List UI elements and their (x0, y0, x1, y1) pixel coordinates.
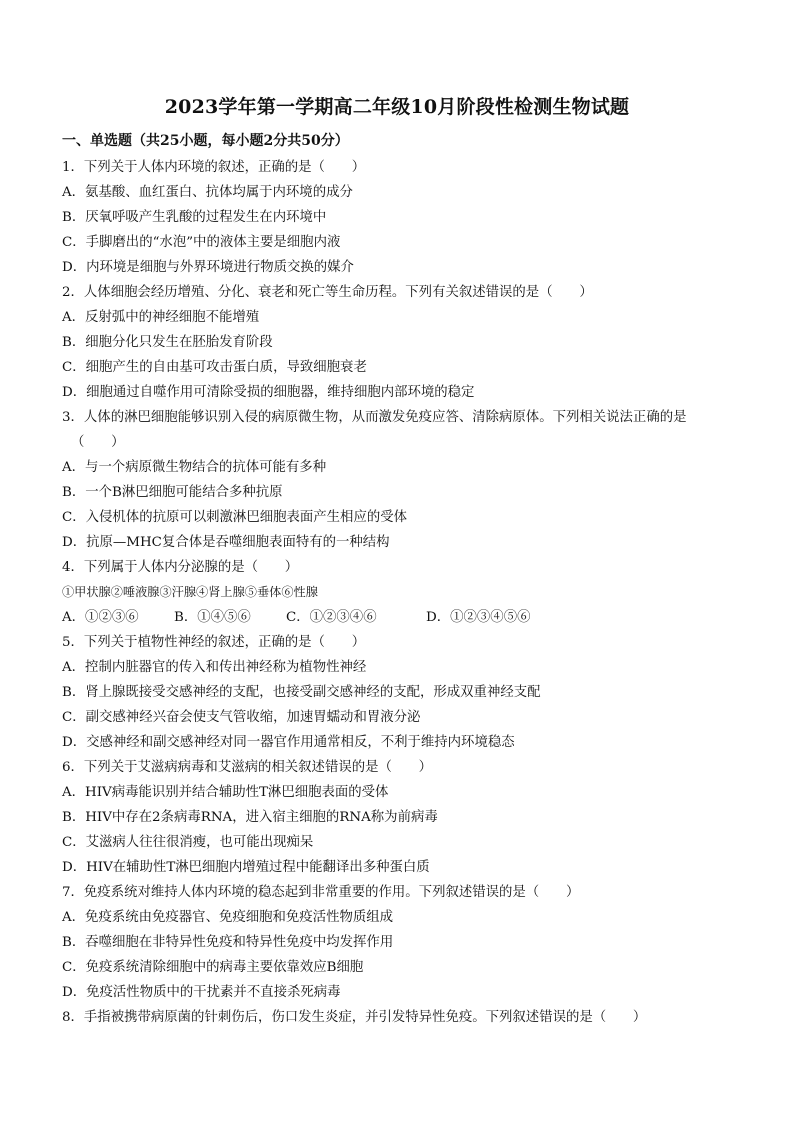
question-6-option-d: D．HIV在辅助性T淋巴细胞内增殖过程中能翻译出多种蛋白质 (62, 859, 430, 875)
question-7-option-c: C．免疫系统清除细胞中的病毒主要依靠效应B细胞 (62, 959, 364, 975)
question-1-option-d: D．内环境是细胞与外界环境进行物质交换的媒介 (62, 259, 354, 275)
question-1-stem: 1．下列关于人体内环境的叙述，正确的是（ ） (62, 159, 366, 175)
question-6-stem: 6．下列关于艾滋病病毒和艾滋病的相关叙述错误的是（ ） (62, 759, 433, 775)
question-6-option-b: B．HIV中存在2条病毒RNA，进入宿主细胞的RNA称为前病毒 (62, 809, 438, 825)
question-3-option-a: A．与一个病原微生物结合的抗体可能有多种 (62, 459, 327, 475)
question-4-option-a: A．①②③⑥ (62, 609, 139, 625)
question-4-option-d: D．①②③④⑤⑥ (426, 609, 531, 625)
question-4-option-b: B．①④⑤⑥ (174, 609, 251, 625)
question-7-option-b: B．吞噬细胞在非特异性免疫和特异性免疫中均发挥作用 (62, 934, 394, 950)
question-list (62, 155, 742, 1030)
question-3-option-b: B．一个B淋巴细胞可能结合多种抗原 (62, 484, 283, 500)
question-3-option-c: C．入侵机体的抗原可以刺激淋巴细胞表面产生相应的受体 (62, 509, 408, 525)
question-3-stem: 3．人体的淋巴细胞能够识别入侵的病原微生物，从而激发免疫应答、清除病原体。下列相关说法正确的是 (62, 409, 687, 425)
question-1-option-c: C．手脚磨出的“水泡”中的液体主要是细胞内液 (62, 234, 341, 250)
question-5-option-b: B．肾上腺既接受交感神经的支配，也接受副交感神经的支配，形成双重神经支配 (62, 684, 541, 700)
question-8-stem: 8．手指被携带病原菌的针刺伤后，伤口发生炎症，并引发特异性免疫。下列叙述错误的是（ ） (62, 1009, 647, 1025)
question-6-option-c: C．艾滋病人往往很消瘦，也可能出现痴呆 (62, 834, 314, 850)
question-6-option-a: A．HIV病毒能识别并结合辅助性T淋巴细胞表面的受体 (62, 784, 389, 800)
question-5-option-a: A．控制内脏器官的传入和传出神经称为植物性神经 (62, 659, 367, 675)
question-7-option-d: D．免疫活性物质中的干扰素并不直接杀死病毒 (62, 984, 341, 1000)
question-7-option-a: A．免疫系统由免疫器官、免疫细胞和免疫活性物质组成 (62, 909, 394, 925)
question-5-option-d: D．交感神经和副交感神经对同一器官作用通常相反，不利于维持内环境稳态 (62, 734, 515, 750)
question-2-stem: 2．人体细胞会经历增殖、分化、衰老和死亡等生命历程。下列有关叙述错误的是（ ） (62, 284, 593, 300)
question-4-option-c: C．①②③④⑥ (286, 609, 377, 625)
question-2-option-a: A．反射弧中的神经细胞不能增殖 (62, 309, 260, 325)
question-5-stem: 5．下列关于植物性神经的叙述，正确的是（ ） (62, 634, 366, 650)
question-2-option-d: D．细胞通过自噬作用可清除受损的细胞器，维持细胞内部环境的稳定 (62, 384, 475, 400)
question-7-stem: 7．免疫系统对维持人体内环境的稳态起到非常重要的作用。下列叙述错误的是（ ） (62, 884, 580, 900)
question-4-note: ①甲状腺②唾液腺③汗腺④肾上腺⑤垂体⑥性腺 (62, 584, 318, 599)
question-4-stem: 4．下列属于人体内分泌腺的是（ ） (62, 559, 299, 575)
section-heading: 一、单选题（共25小题，每小题2分共50分） (62, 133, 349, 149)
question-3-option-d: D．抗原—MHC复合体是吞噬细胞表面特有的一种结构 (62, 534, 390, 550)
question-2-option-c: C．细胞产生的自由基可攻击蛋白质，导致细胞衰老 (62, 359, 367, 375)
question-5-option-c: C．副交感神经兴奋会使支气管收缩，加速胃蠕动和胃液分泌 (62, 709, 421, 725)
question-1-option-a: A．氨基酸、血红蛋白、抗体均属于内环境的成分 (62, 184, 353, 200)
exam-title: 2023学年第一学期高二年级10月阶段性检测生物试题 (164, 96, 630, 118)
question-1-option-b: B．厌氧呼吸产生乳酸的过程发生在内环境中 (62, 209, 327, 225)
question-2-option-b: B．细胞分化只发生在胚胎发育阶段 (62, 334, 273, 350)
question-4-options-row (62, 605, 742, 630)
question-3-stem-continued: （ ） (71, 434, 125, 450)
